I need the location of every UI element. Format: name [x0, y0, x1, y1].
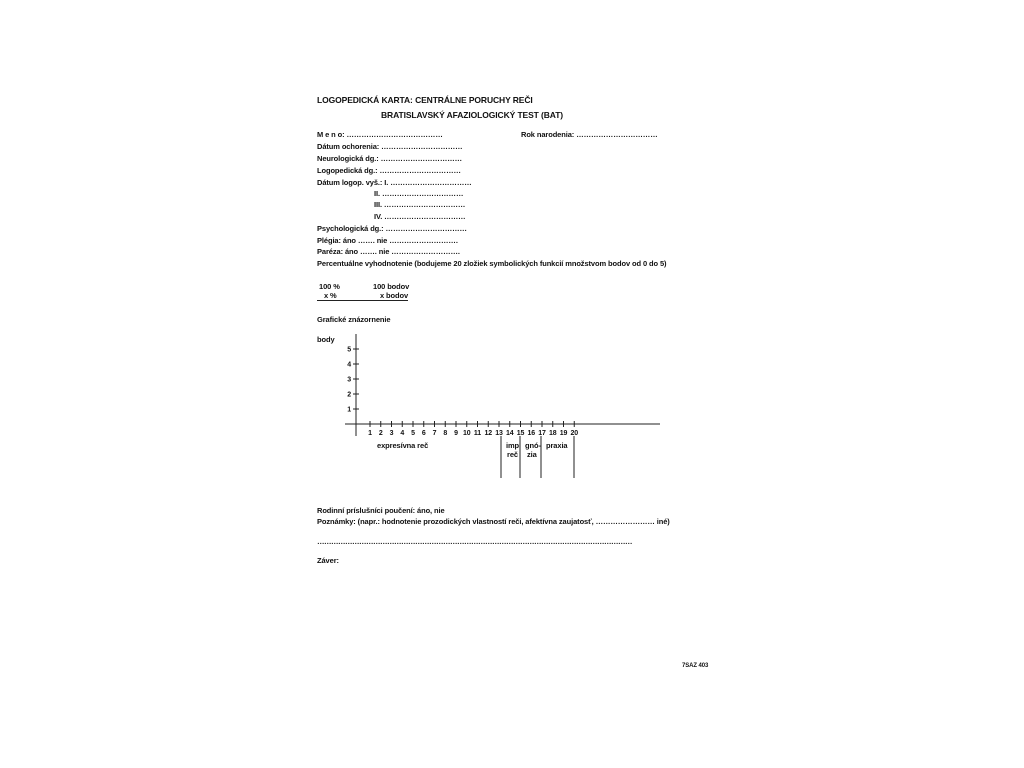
poznamky-dots: …………………… — [595, 517, 655, 526]
section-expresivna-rec: expresívna reč — [377, 441, 429, 450]
title-prefix: LOGOPEDICKÁ KARTA: — [317, 95, 413, 105]
datum-vysetrenia-label: Dátum logop. vyš.: I. — [317, 178, 389, 187]
datum-ochorenia-label: Dátum ochorenia: — [317, 142, 380, 151]
y-tick-label-3: 3 — [347, 376, 351, 384]
pareza-nie-label: nie — [378, 247, 390, 256]
x-tick-label-18: 18 — [548, 430, 557, 437]
percent-bottom-right: x bodov — [380, 291, 409, 300]
plegia-ano-label: Plégia: áno — [317, 236, 356, 245]
y-tick-label-1: 1 — [347, 406, 351, 414]
vysetrenie-iii-dots: …………………………… — [383, 200, 466, 209]
x-tick-label-13: 13 — [495, 430, 503, 437]
x-tick-label-1: 1 — [368, 430, 372, 437]
zaver-label: Záver: — [317, 556, 339, 565]
vysetrenie-iv-dots: …………………………… — [384, 212, 466, 221]
psychologicka-dots: …………………………… — [385, 224, 467, 233]
graph-heading: Grafické znázornenie — [317, 315, 391, 324]
percent-top-left: 100 % — [319, 282, 340, 291]
field-meno — [317, 130, 443, 139]
y-tick-label-5: 5 — [347, 346, 351, 354]
x-tick-label-6: 6 — [421, 430, 426, 437]
y-tick-label-4: 4 — [347, 361, 351, 369]
x-tick-label-9: 9 — [454, 430, 458, 437]
poznamky — [317, 517, 670, 526]
plegia-nie-label: nie — [376, 236, 388, 245]
field-neurologicka-dg — [317, 154, 462, 163]
section-impres-line1: imp — [506, 441, 520, 450]
poznamky-long-dots: ……………………………………………………………………………………………………………………… — [317, 537, 632, 546]
test-subtitle: BRATISLAVSKÝ AFAZIOLOGICKÝ TEST (BAT) — [381, 110, 564, 120]
percent-top-right: 100 bodov — [373, 282, 410, 291]
rok-narodenia-label: Rok narodenia: — [521, 130, 575, 139]
vysetrenie-ii-label: II. — [374, 189, 380, 198]
graph-y-label: body — [317, 335, 335, 344]
percent-underline — [317, 300, 408, 301]
field-logopedicka-dg — [317, 166, 461, 175]
field-psychologicka-dg — [317, 224, 467, 233]
pareza-ano-label: Paréza: áno — [317, 247, 358, 256]
x-tick-label-12: 12 — [484, 430, 493, 437]
field-rok-narodenia — [521, 130, 658, 139]
card-title — [317, 96, 533, 105]
logopedicka-label: Logopedická dg.: — [317, 166, 378, 175]
x-tick-label-10: 10 — [462, 430, 471, 437]
x-tick-label-19: 19 — [559, 430, 568, 437]
percent-bottom-left: x % — [324, 291, 337, 300]
x-tick-label-15: 15 — [516, 430, 525, 437]
x-tick-label-11: 11 — [473, 430, 482, 437]
vysetrenie-ii-dots: …………………………… — [381, 189, 464, 198]
field-vysetrenie-iii — [374, 200, 465, 209]
rodinni-poucenie: Rodinní príslušníci poučení: áno, nie — [317, 506, 445, 515]
plegia-ano-dots: ……. — [357, 236, 375, 245]
x-tick-label-16: 16 — [527, 430, 536, 437]
meno-dots: ………………………………… — [346, 130, 443, 139]
field-plegia — [317, 236, 458, 245]
title-main: CENTRÁLNE PORUCHY REČI — [415, 95, 533, 105]
field-vysetrenie-iv — [374, 212, 466, 221]
section-gnozia-line1: gnó- — [525, 441, 541, 450]
pareza-nie-dots: ………………………. — [391, 247, 460, 256]
y-tick-label-2: 2 — [347, 391, 351, 399]
vysetrenie-iii-label: III. — [374, 200, 382, 209]
poznamky-ine: iné) — [656, 517, 670, 526]
percentualne-vyhodnotenie: Percentuálne vyhodnotenie (bodujeme 20 zložiek symbolických funkcií množstvom bodov od 0 do 5) — [317, 259, 667, 268]
field-datum-ochorenia — [317, 142, 463, 151]
section-praxia: praxia — [546, 441, 568, 450]
x-tick-label-5: 5 — [411, 430, 415, 437]
form-code: 7SAZ 403 — [682, 663, 709, 669]
logopedicka-dots: …………………………… — [379, 166, 461, 175]
x-tick-label-14: 14 — [505, 430, 514, 437]
x-tick-label-2: 2 — [378, 430, 383, 437]
x-tick-label-20: 20 — [570, 430, 579, 437]
plegia-nie-dots: ………………………. — [389, 236, 458, 245]
vysetrenie-iv-label: IV. — [374, 212, 383, 221]
field-datum-vysetrenia — [317, 178, 472, 187]
x-tick-label-8: 8 — [443, 430, 448, 437]
rok-narodenia-dots: …………………………… — [576, 130, 658, 139]
x-tick-label-3: 3 — [389, 430, 394, 437]
meno-label: M e n o: — [317, 130, 345, 139]
psychologicka-label: Psychologická dg.: — [317, 224, 384, 233]
section-gnozia-line2: zia — [527, 450, 537, 459]
x-tick-label-4: 4 — [400, 430, 405, 437]
field-vysetrenie-ii — [374, 189, 463, 198]
x-tick-label-7: 7 — [432, 430, 437, 437]
datum-ochorenia-dots: …………………………… — [381, 142, 463, 151]
pareza-ano-dots: ……. — [359, 247, 377, 256]
neurologicka-label: Neurologická dg.: — [317, 154, 379, 163]
section-impres-line2: reč — [507, 450, 518, 459]
datum-vysetrenia-dots: …………………………… — [390, 178, 472, 187]
poznamky-text: Poznámky: (napr.: hodnotenie prozodických vlastností reči, afektívna zaujatosť, — [317, 517, 594, 526]
field-pareza — [317, 247, 460, 256]
x-tick-label-17: 17 — [538, 430, 546, 437]
neurologicka-dots: …………………………… — [380, 154, 463, 163]
